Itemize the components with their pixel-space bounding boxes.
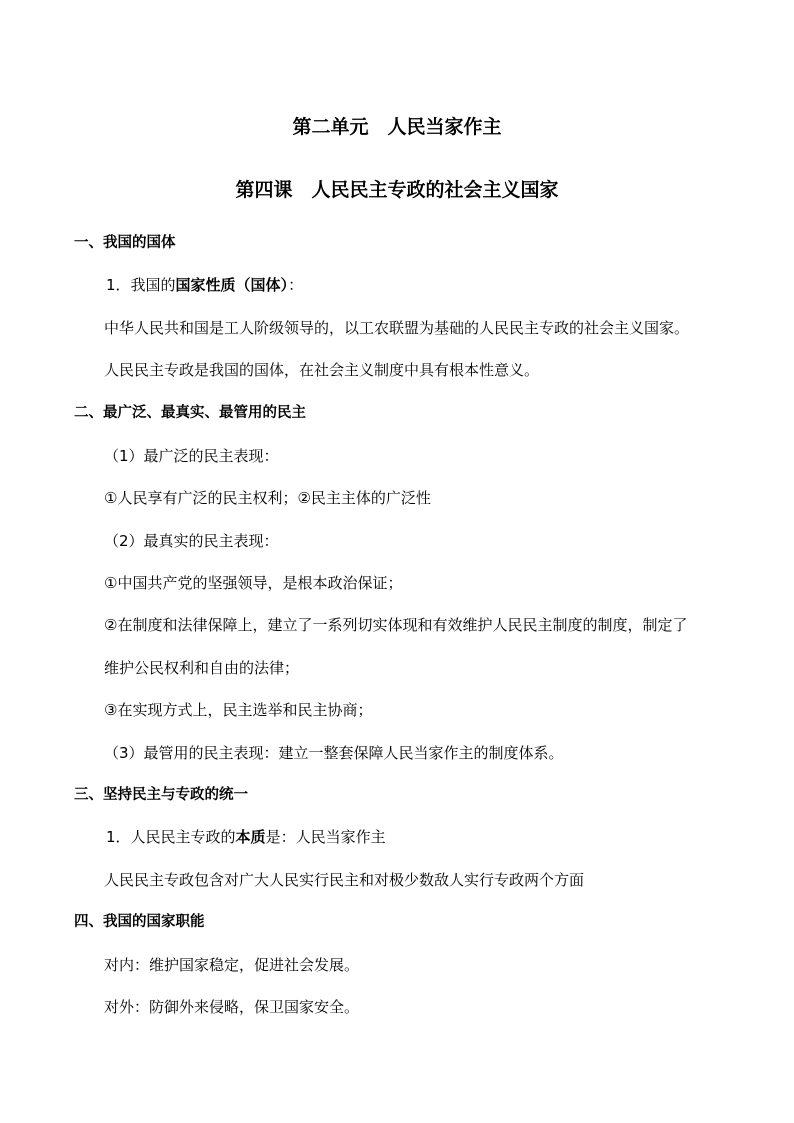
- section-2-sub-1: （1）最广泛的民主表现：: [104, 447, 279, 465]
- section-4-heading: 四、我国的国家职能: [74, 914, 205, 930]
- section-3-para-1: 人民民主专政包含对广大人民实行民主和对极少数敌人实行专政两个方面: [104, 871, 585, 889]
- section-2-heading: 二、最广泛、最真实、最管用的民主: [74, 405, 306, 421]
- section-1-para-2: 人民民主专政是我国的国体，在社会主义制度中具有根本性意义。: [104, 361, 540, 379]
- section-1-item-1-bold: 国家性质（国体）: [175, 276, 289, 294]
- section-1-para-1: 中华人民共和国是工人阶级领导的，以工农联盟为基础的人民民主专政的社会主义国家。: [104, 319, 690, 337]
- section-4-para-1: 对内：维护国家稳定，促进社会发展。: [104, 956, 360, 974]
- section-1-item-1-prefix: 1．我国的: [106, 276, 176, 294]
- section-3-item-1-prefix: 1．人民民主专政的: [106, 828, 236, 846]
- section-2-sub-3: （3）最管用的民主表现：建立一整套保障人民当家作主的制度体系。: [104, 744, 564, 762]
- section-2-sub-2-item-2-line-1: ②在制度和法律保障上，建立了一系列切实体现和有效维护人民民主制度的制度，制定了: [104, 616, 688, 634]
- section-2-sub-2-item-2-line-2: 维护公民权利和自由的法律；: [104, 659, 300, 677]
- section-3-item-1: [106, 827, 386, 847]
- section-2-sub-2: （2）最真实的民主表现：: [104, 532, 279, 550]
- section-1-item-1: [106, 275, 303, 295]
- section-3-item-1-bold: 本质: [235, 828, 266, 846]
- unit-title: 第二单元 人民当家作主: [292, 116, 502, 138]
- section-2-sub-1-text: ①人民享有广泛的民主权利；②民主主体的广泛性: [104, 489, 431, 507]
- section-4-para-2: 对外：防御外来侵略，保卫国家安全。: [104, 998, 360, 1016]
- section-1-heading: 一、我国的国体: [74, 235, 176, 251]
- lesson-title: 第四课 人民民主专政的社会主义国家: [235, 179, 559, 201]
- section-2-sub-2-item-1: ①中国共产党的坚强领导，是根本政治保证；: [104, 574, 403, 592]
- section-1-item-1-suffix: ：: [288, 276, 304, 294]
- section-3-item-1-suffix: 是：人民当家作主: [265, 828, 386, 846]
- section-3-heading: 三、坚持民主与专政的统一: [74, 787, 248, 803]
- section-2-sub-2-item-3: ③在实现方式上，民主选举和民主协商；: [104, 701, 373, 719]
